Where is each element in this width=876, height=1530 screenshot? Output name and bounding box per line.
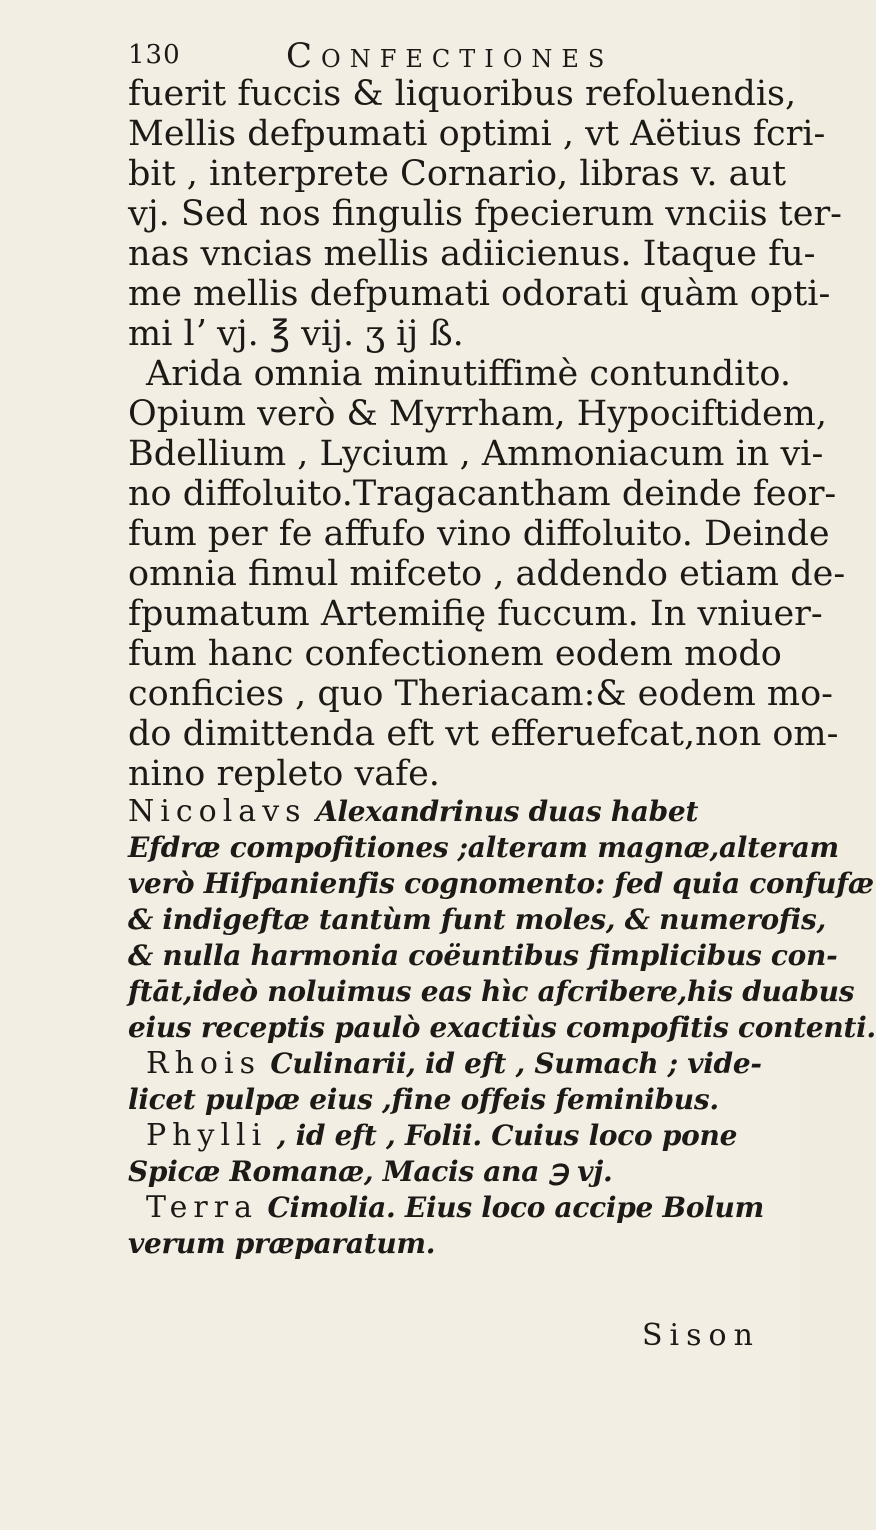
text-line: Opium verò & Myrrham, Hypociftidem, bbox=[128, 394, 827, 434]
text-line: bit , interprete Cornario, libras v. aut bbox=[128, 154, 787, 194]
text-line: fum hanc confectionem eodem modo bbox=[128, 634, 782, 674]
page-header bbox=[128, 10, 688, 76]
running-head: Confectiones bbox=[286, 36, 614, 76]
text-line: fpumatum Artemifię fuccum. In vniuer- bbox=[128, 594, 823, 634]
entry-text: Cimolia. Eius loco accipe Bolum bbox=[258, 1191, 764, 1224]
italic-line bbox=[128, 938, 838, 974]
italic-line bbox=[128, 902, 826, 938]
italic-line bbox=[128, 1010, 876, 1046]
italic-line bbox=[128, 1046, 800, 1082]
text-line: fuerit fuccis & liquoribus refoluendis, bbox=[128, 74, 797, 114]
text-line: fum per fe affufo vino diffoluito. Deinde bbox=[128, 514, 830, 554]
entry-lead: Terra bbox=[146, 1190, 259, 1225]
catchword: Sison bbox=[642, 1318, 760, 1353]
entry-text: Efdræ compofitiones ;alteram magnæ,alteram bbox=[128, 831, 839, 864]
italic-line bbox=[128, 1190, 800, 1226]
entry-text: & nulla harmonia coëuntibus fimplicibus con- bbox=[128, 939, 838, 972]
body-text bbox=[128, 74, 876, 1262]
entry-text: ftāt,ideò noluimus eas hìc afcribere,his duabus bbox=[128, 975, 855, 1008]
text-line: nino repleto vafe. bbox=[128, 754, 440, 794]
text-line: vj. Sed nos fingulis fpecierum vnciis ter- bbox=[128, 194, 842, 234]
entry-text: Culinarii, id eft , Sumach ; vide- bbox=[260, 1047, 762, 1080]
entry-text: verò Hifpanienfis cognomento: fed quia confufæ bbox=[128, 867, 874, 900]
entry-text: verum præparatum. bbox=[128, 1227, 436, 1260]
text-line: conficies , quo Theriacam:& eodem mo- bbox=[128, 674, 833, 714]
text-line: Arida omnia minutiffimè contundito. bbox=[146, 354, 792, 394]
italic-line bbox=[128, 1082, 800, 1118]
text-line: nas vncias mellis adiicienus. Itaque fu- bbox=[128, 234, 816, 274]
text-line: Mellis defpumati optimi , vt Aëtius fcri- bbox=[128, 114, 826, 154]
entry-lead: Rhois bbox=[146, 1046, 261, 1081]
italic-line bbox=[128, 974, 855, 1010]
entry-text: licet pulpæ eius ,fine offeis feminibus. bbox=[128, 1083, 719, 1116]
entry-text: , id eft , Folii. Cuius loco pone bbox=[267, 1119, 738, 1152]
entry-text: eius receptis paulò exactiùs compofitis contenti. bbox=[128, 1011, 876, 1044]
text-line: omnia fimul mifceto , addendo etiam de- bbox=[128, 554, 846, 594]
italic-line bbox=[128, 866, 874, 902]
italic-line bbox=[128, 1154, 800, 1190]
text-line: me mellis defpumati odorati quàm opti- bbox=[128, 274, 831, 314]
italic-line bbox=[128, 830, 839, 866]
entry-text: & indigeftæ tantùm funt moles, & numerofis, bbox=[128, 903, 826, 936]
entry-text: Alexandrinus duas habet bbox=[306, 795, 699, 828]
entry-lead: Nicolavs bbox=[128, 794, 307, 829]
entry-lead: Phylli bbox=[146, 1118, 268, 1153]
text-line: mi lʼ vj. ℥ vij. ʒ ij ß. bbox=[128, 314, 464, 354]
text-line: Bdellium , Lycium , Ammoniacum in vi- bbox=[128, 434, 824, 474]
text-line: no diffoluito.Tragacantham deinde feor- bbox=[128, 474, 837, 514]
italic-line bbox=[128, 1118, 800, 1154]
page-number: 130 bbox=[128, 40, 181, 70]
entry-text: Spicæ Romanæ, Macis ana ℈ vj. bbox=[128, 1155, 613, 1188]
italic-line bbox=[128, 1226, 800, 1262]
italic-line bbox=[128, 794, 800, 830]
text-line: do dimittenda eft vt efferuefcat,non om- bbox=[128, 714, 839, 754]
